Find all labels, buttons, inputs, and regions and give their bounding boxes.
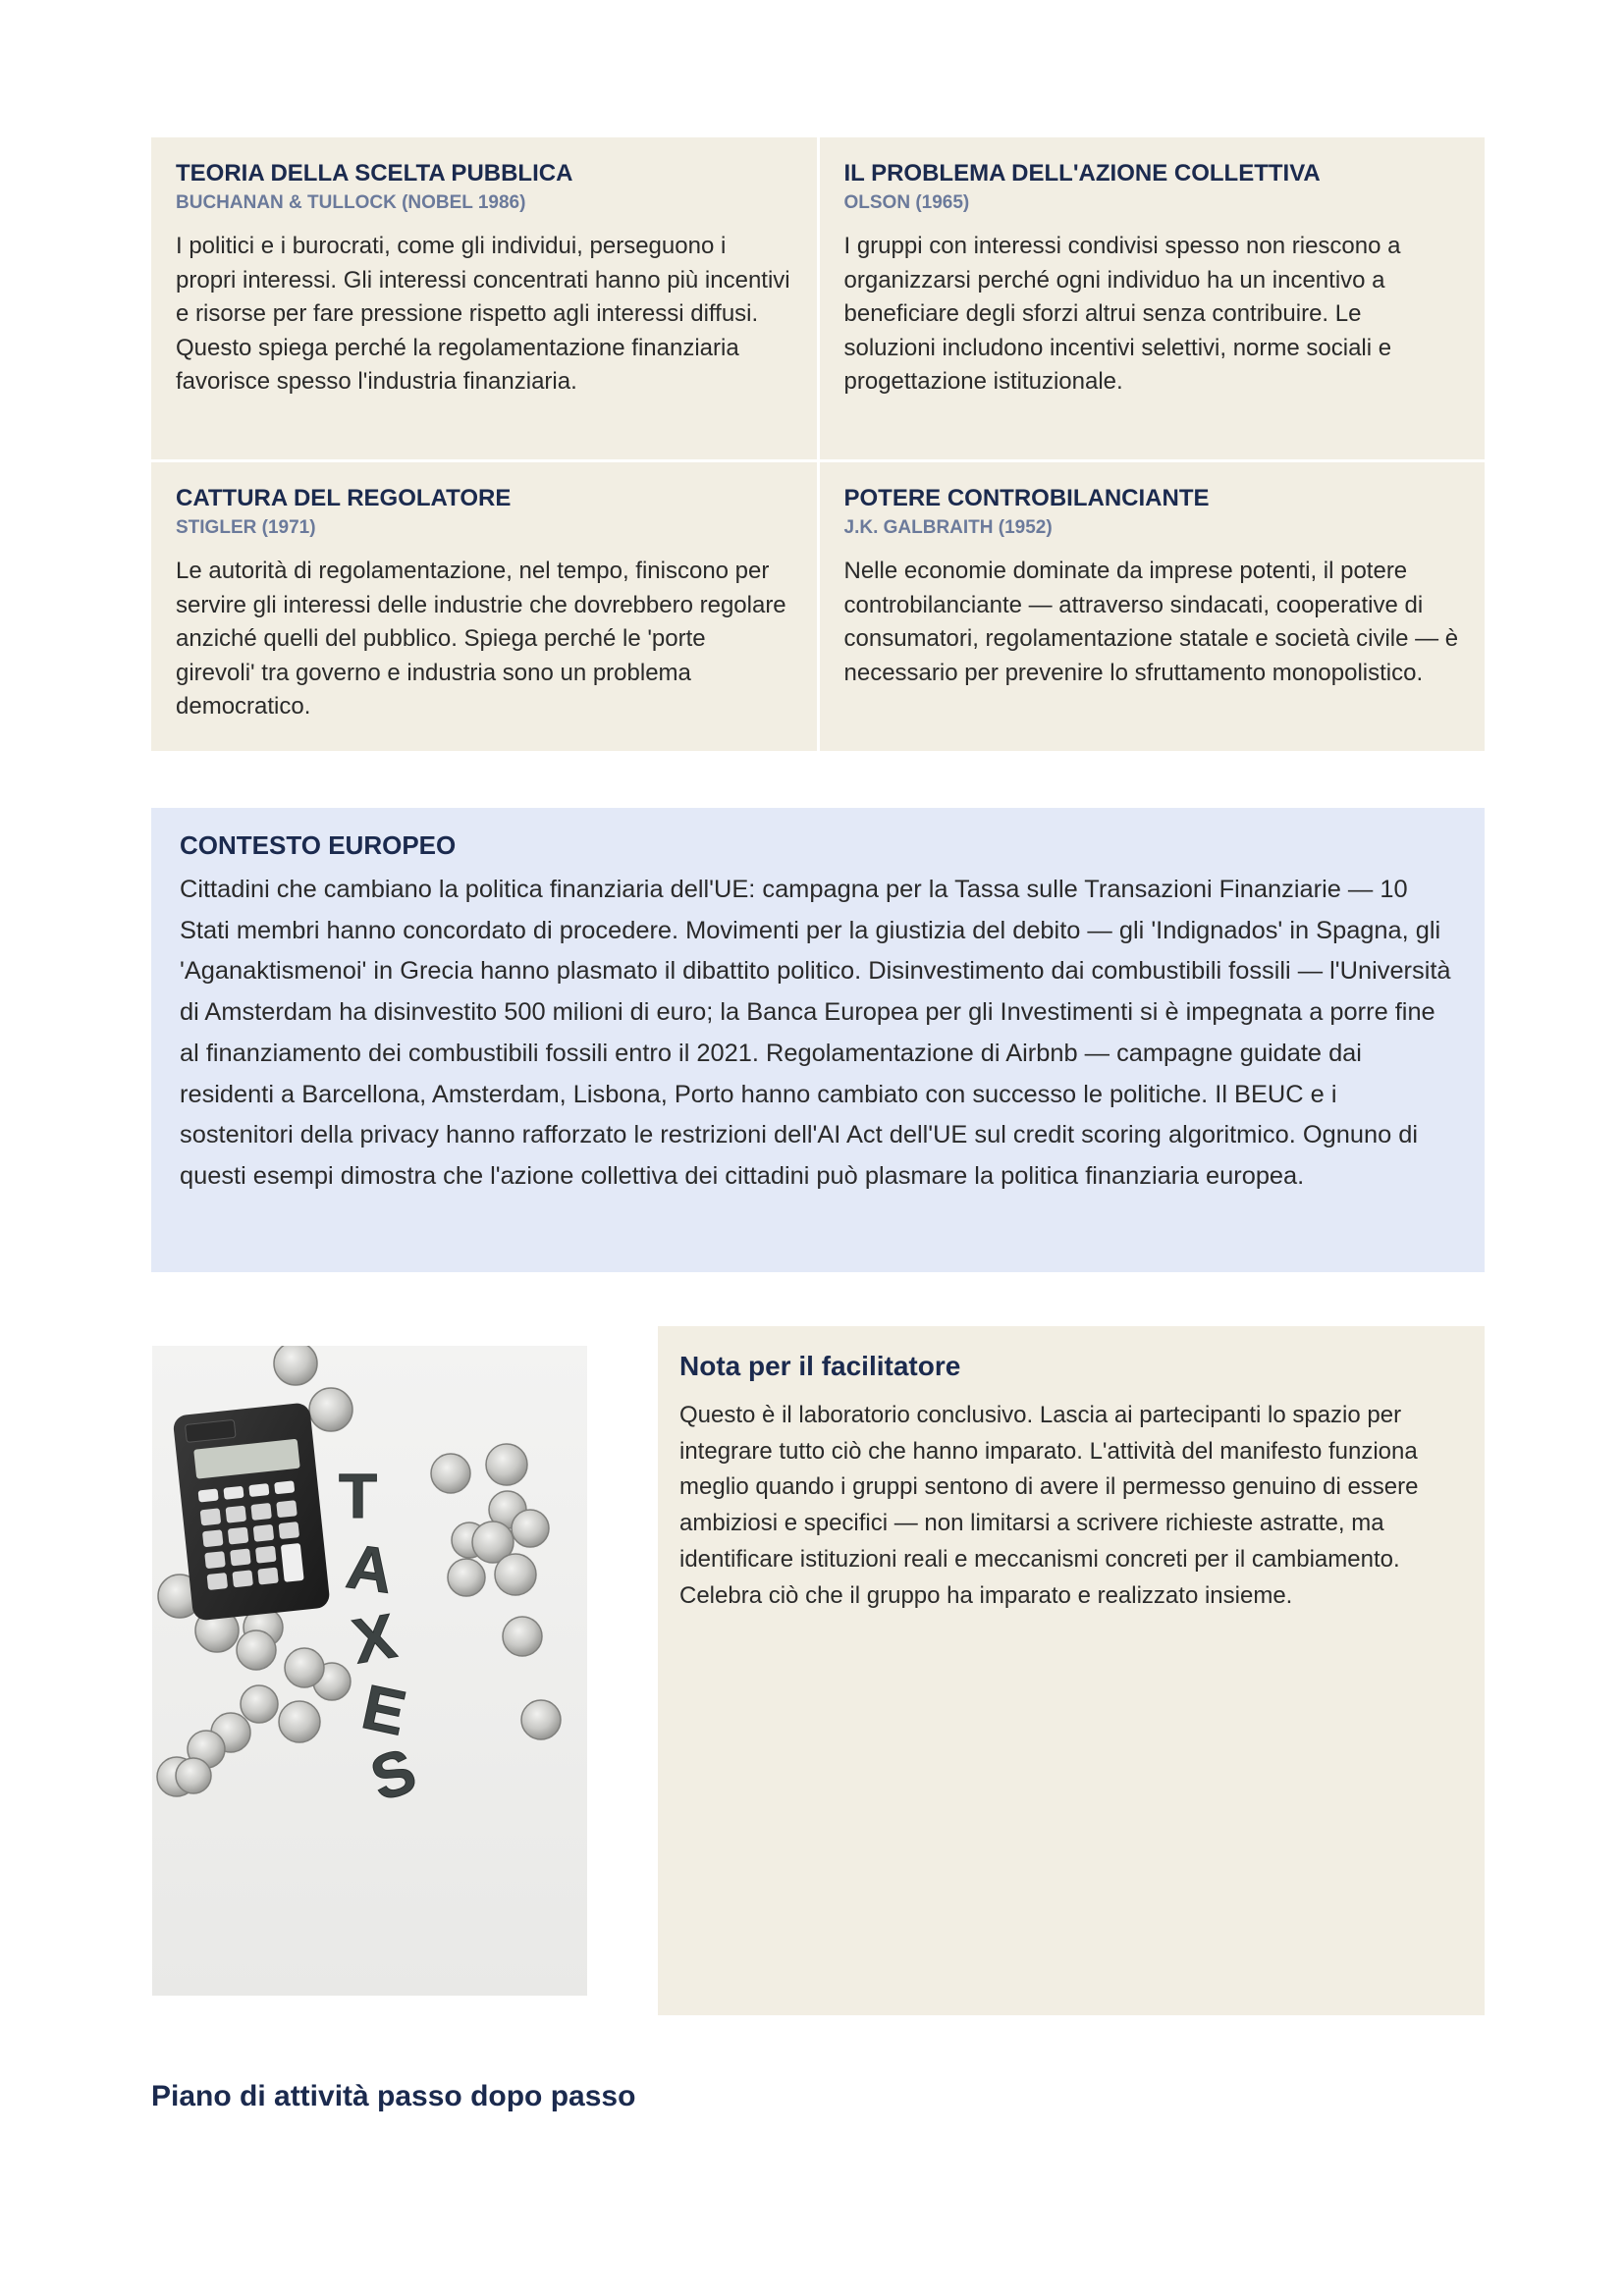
facilitator-note-title: Nota per il facilitatore <box>679 1351 961 1381</box>
theory-author: J.K. GALBRAITH (1952) <box>843 517 1053 538</box>
theory-card-public-choice <box>151 137 817 459</box>
theory-title: IL PROBLEMA DELL'AZIONE COLLETTIVA <box>843 160 1321 187</box>
theory-card-collective-action <box>820 137 1486 459</box>
eu-context-body: Cittadini che cambiano la politica finanziaria dell'UE: campagna per la Tassa sulle Transazioni Finanziarie — 10 Stati membri hanno concordato di procedere. Movimenti per la giustizia del debito — gli 'Indignados' in Spagna, gli 'Aganaktismenoi' in Grecia hanno plasmato il dibattito politico. Disinvestimento dai combustibili fossili — l'Università di Amsterdam ha disinvestito 500 milioni di euro; la Banca Europea per gli Investimenti si è impegnata a porre fine al finanziamento dei combustibili fossili entro il 2021. Regolamentazione di Airbnb — campagne guidate dai residenti a Barcellona, Amsterdam, Lisbona, Porto hanno cambiato con successo le politiche. Il BEUC e i sostenitori della privacy hanno rafforzato le restrizioni dell'AI Act dell'UE sul credit scoring algoritmico. Ognuno di questi esempi dimostra che l'azione collettiva dei cittadini può plasmare la politica finanziaria europea. <box>180 876 1451 1190</box>
theory-body: I gruppi con interessi condivisi spesso non riescono a organizzarsi perché ogni individuo ha un incentivo a beneficiare degli sforzi altrui senza contribuire. Le soluzioni includono incentivi selettivi, norme sociali e progettazione istituzionale. <box>843 233 1401 395</box>
theory-author: STIGLER (1971) <box>176 517 316 538</box>
theory-title: POTERE CONTROBILANCIANTE <box>843 485 1210 511</box>
letter-s: S <box>362 1734 424 1815</box>
theory-title: TEORIA DELLA SCELTA PUBBLICA <box>176 160 573 187</box>
theory-title: CATTURA DEL REGOLATORE <box>176 485 512 511</box>
theory-card-countervailing-power <box>820 462 1486 751</box>
theory-author: OLSON (1965) <box>843 192 970 213</box>
theory-body: Le autorità di regolamentazione, nel tempo, finiscono per servire gli interessi delle industrie che dovrebbero regolare anziché quelli del pubblico. Spiega perché le 'porte girevoli' tra governo e industria sono un problema democratico. <box>176 558 786 720</box>
theory-body: I politici e i burocrati, come gli individui, perseguono i propri interessi. Gli interessi concentrati hanno più incentivi e risorse per fare pressione rispetto agli interessi diffusi. Questo spiega perché la regolamentazione finanziaria favorisce spesso l'industria finanziaria. <box>176 233 790 395</box>
theory-card-regulatory-capture <box>151 462 817 751</box>
taxes-photo <box>152 1346 587 1996</box>
theory-body: Nelle economie dominate da imprese potenti, il potere controbilanciante — attraverso sindacati, cooperative di consumatori, regolamentazione statale e società civile — è necessario per prevenire lo sfruttamento monopolistico. <box>843 558 1459 686</box>
theory-grid <box>151 137 1485 748</box>
letter-t: T <box>339 1461 378 1531</box>
calculator-icon <box>173 1402 331 1621</box>
plan-heading: Piano di attività passo dopo passo <box>151 2080 636 2112</box>
eu-context-box <box>151 808 1485 1272</box>
eu-context-title: CONTESTO EUROPEO <box>180 830 457 860</box>
letter-x: X <box>347 1600 402 1678</box>
theory-author: BUCHANAN & TULLOCK (NOBEL 1986) <box>176 192 526 213</box>
letter-a: A <box>342 1530 398 1607</box>
facilitator-note-body: Questo è il laboratorio conclusivo. Lascia ai partecipanti lo spazio per integrare tutto ciò che hanno imparato. L'attività del manifesto funziona meglio quando i gruppi sentono di avere il permesso genuino di essere ambiziosi e specifici — non limitarsi a scrivere richieste astratte, ma identificare istituzioni reali e meccanismi concreti per il cambiamento. Celebra ciò che il gruppo ha imparato e realizzato insieme. <box>679 1402 1419 1609</box>
facilitator-note-box <box>658 1326 1485 2015</box>
letter-e: E <box>355 1671 412 1749</box>
